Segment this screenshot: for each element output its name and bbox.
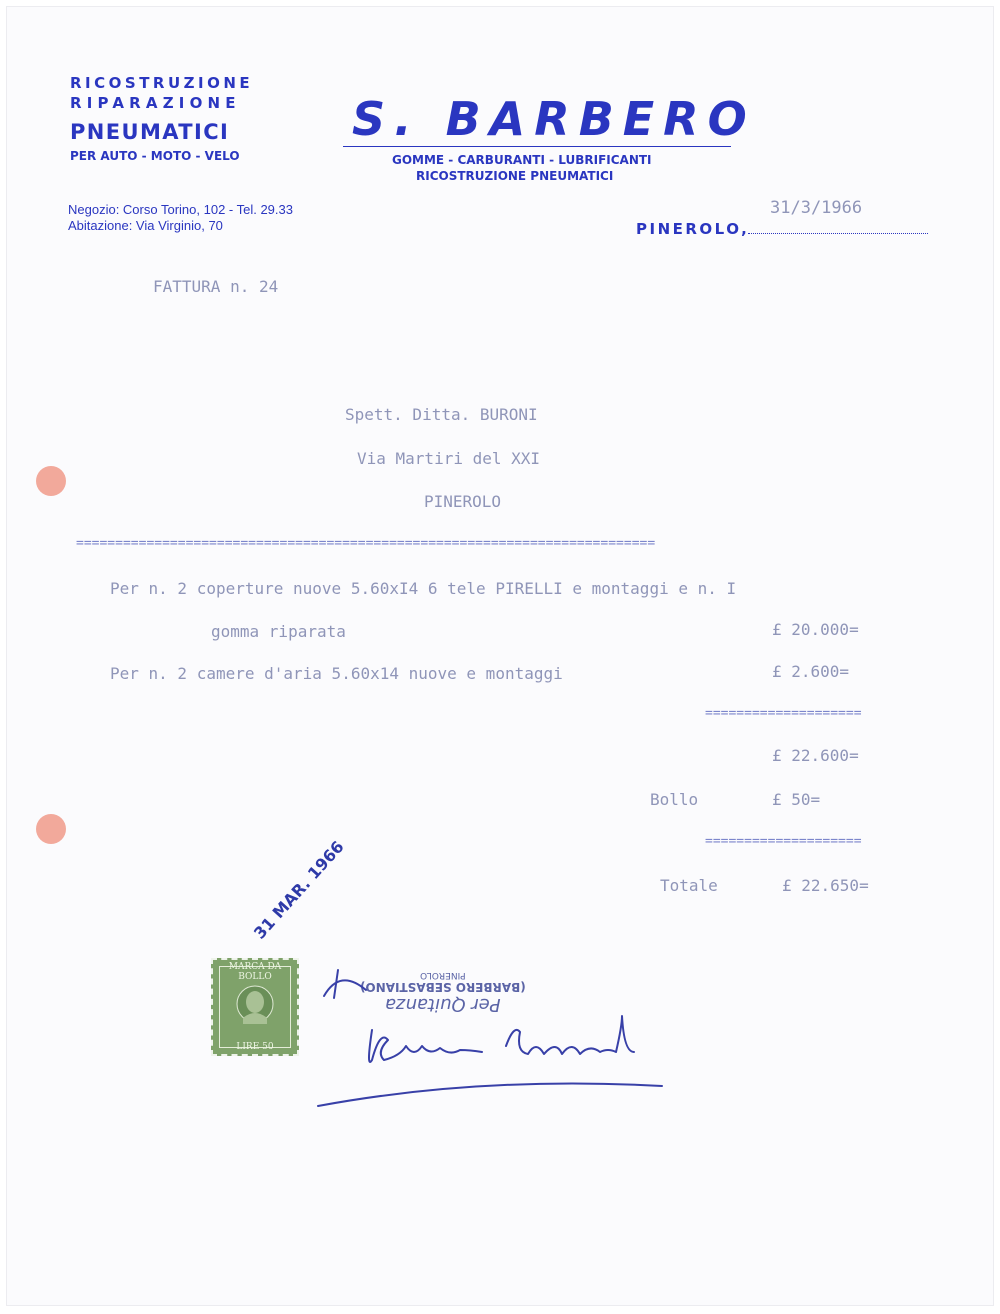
recipient-line-1: Spett. Ditta. BURONI xyxy=(345,405,538,424)
rubber-stamp-line-1: Per Quitanza xyxy=(385,994,501,1015)
recipient-line-2: Via Martiri del XXI xyxy=(357,449,541,468)
stamp-top-text: MARCA DA BOLLO xyxy=(228,962,282,982)
subtotal-amount: £ 22.600= xyxy=(772,746,859,765)
invoice-date: 31/3/1966 xyxy=(770,198,863,218)
rubber-stamp-line-2: (BARBERO SEBASTIANO) xyxy=(360,980,526,994)
total-amount: £ 22.650= xyxy=(782,876,869,895)
total-rule: ==================== xyxy=(705,834,862,849)
item-2-amount: £ 2.600= xyxy=(772,662,850,681)
stamp-bottom-text: LIRE 50 xyxy=(236,1042,274,1052)
company-subtitle-1: GOMME - CARBURANTI - LUBRIFICANTI xyxy=(392,153,652,167)
date-cancellation-stamp: 31 MAR. 1966 xyxy=(250,837,348,943)
invoice-title: FATTURA n. 24 xyxy=(153,277,279,296)
bollo-label: Bollo xyxy=(650,790,699,809)
recipient-line-3: PINEROLO xyxy=(424,492,502,511)
punch-hole-bottom xyxy=(36,814,66,844)
punch-hole-top xyxy=(36,466,66,496)
letterhead-line-2: RIPARAZIONE xyxy=(70,94,241,112)
total-label: Totale xyxy=(660,876,718,895)
company-name: S. BARBERO xyxy=(352,92,756,146)
shop-address: Negozio: Corso Torino, 102 - Tel. 29.33 xyxy=(68,202,293,217)
letterhead-line-3: PNEUMATICI xyxy=(70,120,230,144)
date-line xyxy=(748,233,928,234)
company-underline xyxy=(343,146,731,147)
item-1-amount: £ 20.000= xyxy=(772,620,859,639)
item-2-line-1: Per n. 2 camere d'aria 5.60x14 nuove e montaggi xyxy=(110,664,563,683)
item-1-line-2: gomma riparata xyxy=(211,622,346,641)
item-1-line-1: Per n. 2 coperture nuove 5.60xI4 6 tele PIRELLI e montaggi e n. I xyxy=(110,579,737,598)
home-address: Abitazione: Via Virginio, 70 xyxy=(68,218,223,233)
company-subtitle-2: RICOSTRUZIONE PNEUMATICI xyxy=(416,169,614,183)
rubber-stamp-line-3: PINEROLO xyxy=(420,970,466,980)
subtotal-rule: ==================== xyxy=(705,706,862,721)
bollo-amount: £ 50= xyxy=(772,790,821,809)
letterhead-line-4: PER AUTO - MOTO - VELO xyxy=(70,149,240,163)
city-label: PINEROLO, xyxy=(636,220,750,238)
handwritten-signature xyxy=(310,960,730,1120)
letterhead-line-1: RICOSTRUZIONE xyxy=(70,74,254,92)
revenue-stamp xyxy=(211,958,299,1056)
separator-rule: ========================================================================== xyxy=(76,536,656,551)
